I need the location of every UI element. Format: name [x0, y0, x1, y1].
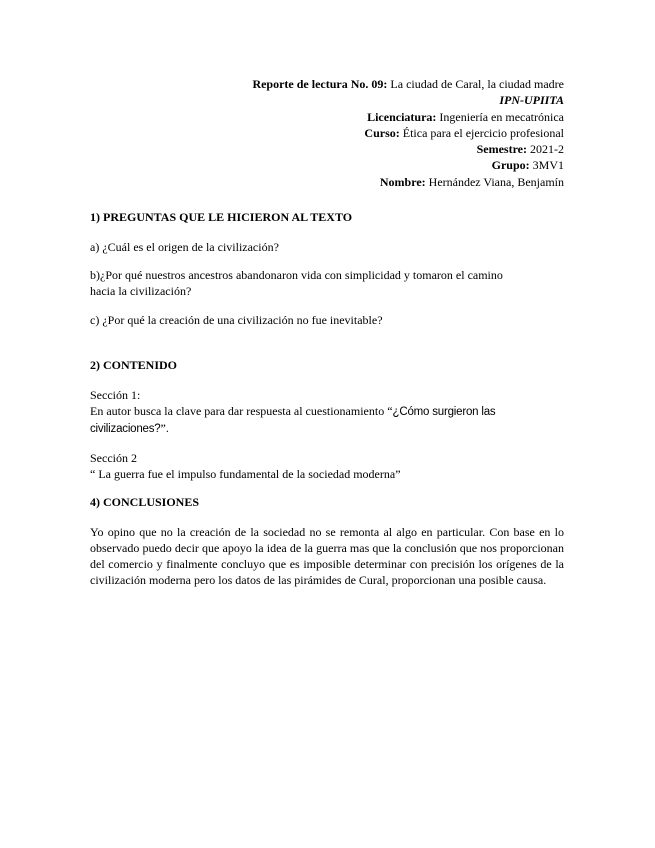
section-1-quote-line2: civilizaciones?: [90, 423, 161, 435]
question-a: a) ¿Cuál es el origen de la civilización?: [90, 240, 279, 254]
name-value: Hernández Viana, Benjamín: [425, 174, 564, 189]
report-label: Reporte de lectura No. 09:: [252, 77, 388, 91]
institution-row: [252, 92, 564, 108]
semester-value: 2021-2: [527, 142, 564, 157]
document-body: [90, 209, 564, 588]
group-label: Grupo:: [491, 158, 530, 173]
group-value: 3MV1: [529, 158, 564, 173]
question-b-line2: hacia la civilización?: [90, 284, 192, 298]
section-2-title: Sección 2: [90, 451, 137, 465]
course-value: Ética para el ejercicio profesional: [399, 125, 564, 140]
question-b-line1: b)¿Por qué nuestros ancestros abandonaron vida con simplicidad y tomaron el camino: [90, 268, 503, 282]
section-1-quote-line1: ¿Cómo surgieron las: [392, 406, 496, 418]
section-2-text: “ La guerra fue el impulso fundamental de la sociedad moderna”: [90, 467, 401, 481]
report-title-row: [252, 76, 564, 92]
section-heading-conclusions: 4) CONCLUSIONES: [90, 495, 200, 509]
name-label: Nombre:: [379, 174, 426, 189]
degree-value: Ingeniería en mecatrónica: [436, 109, 564, 124]
semester-label: Semestre:: [476, 142, 527, 157]
report-header: [252, 76, 564, 190]
semester-row: [252, 141, 564, 157]
section-1-text: [90, 403, 564, 437]
course-row: [252, 125, 564, 141]
section-heading-questions: 1) PREGUNTAS QUE LE HICIERON AL TEXTO: [90, 210, 353, 224]
section-1-text-start: En autor busca la clave para dar respuesta al cuestionamiento “: [90, 404, 393, 418]
course-label: Curso:: [364, 125, 400, 140]
section-1-title: Sección 1:: [90, 388, 141, 402]
question-c: c) ¿Por qué la creación de una civilización no fue inevitable?: [90, 313, 383, 327]
group-row: [252, 157, 564, 173]
report-title: La ciudad de Caral, la ciudad madre: [387, 77, 564, 91]
degree-label: Licenciatura:: [367, 109, 437, 124]
institution: IPN-UPIITA: [499, 93, 564, 108]
degree-row: [252, 109, 564, 125]
section-1-text-end: ”.: [160, 421, 169, 435]
name-row: [252, 174, 564, 190]
conclusions-text: Yo opino que no la creación de la sociedad no se remonta al algo en particular. Con base en lo observado puedo decir que apoyo la idea de la guerra mas que la conclusión que nos proporcionan del comercio y finalmente concluyo que es imposible determinar con precisión los orígenes de la civilización moderna pero los datos de las pirámides de Cural, proporcionan una posible causa.: [90, 525, 564, 587]
section-heading-content: 2) CONTENIDO: [90, 358, 178, 372]
